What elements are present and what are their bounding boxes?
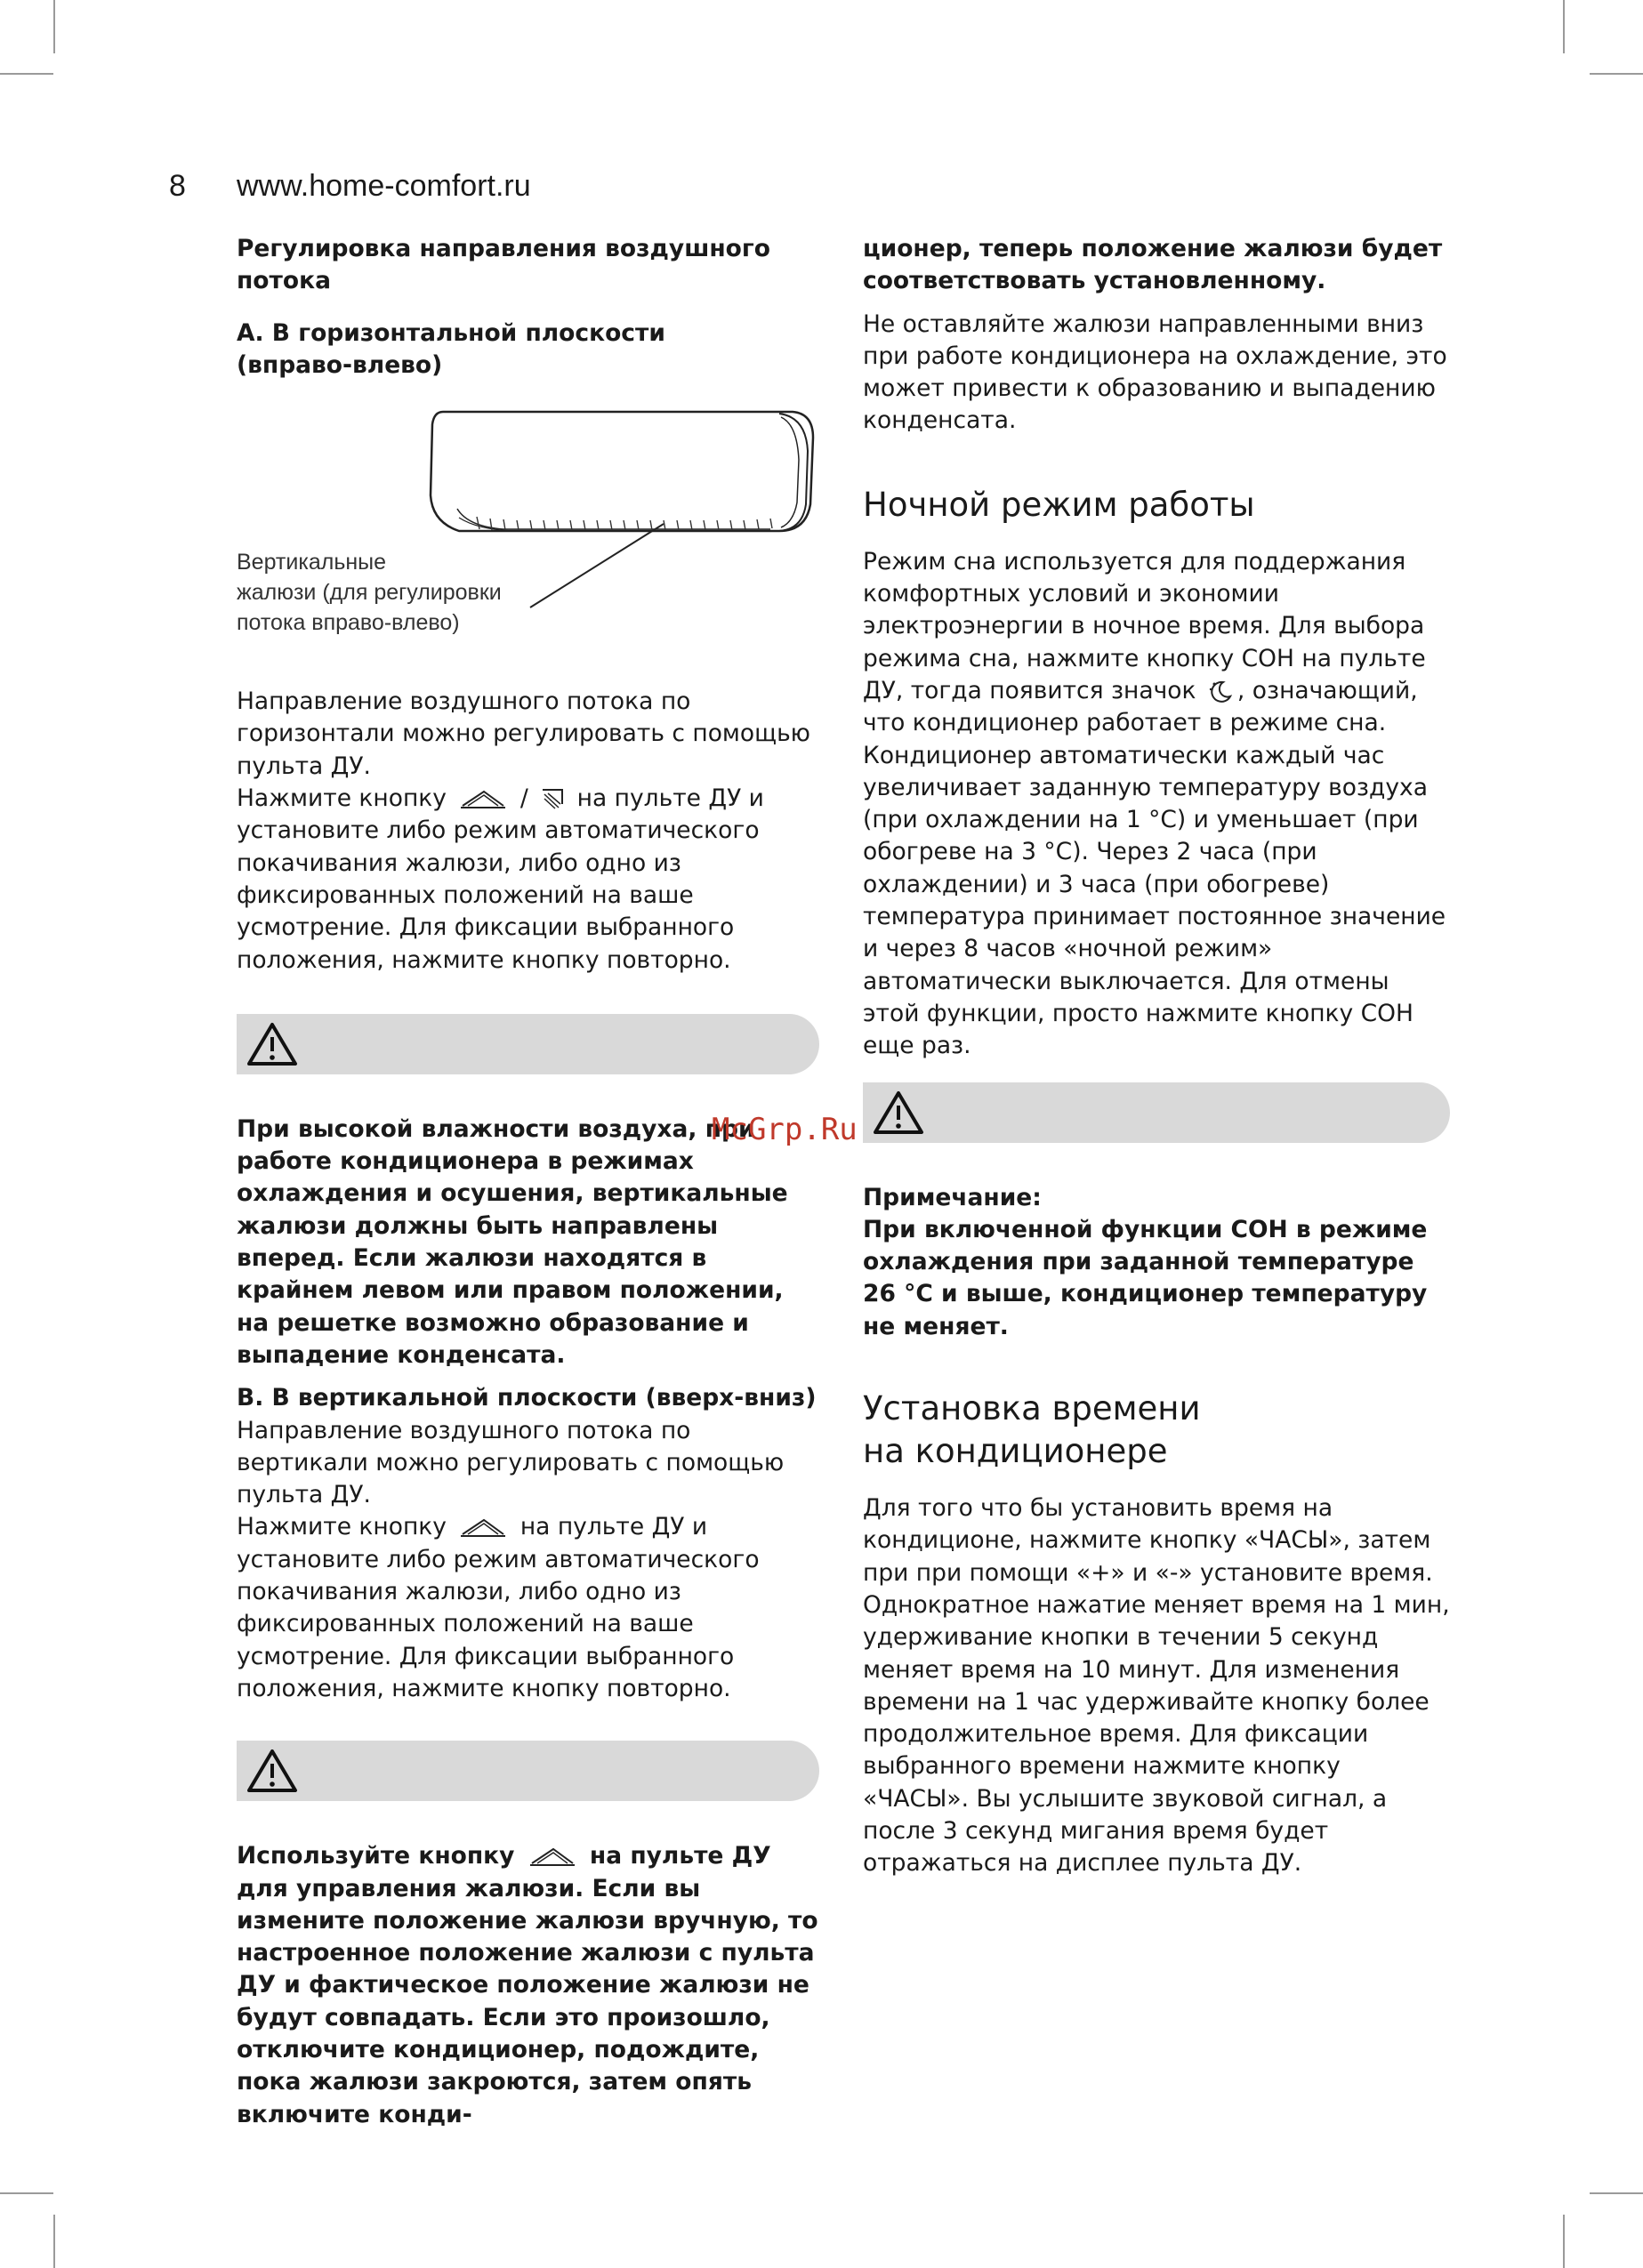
warning-text-continuation: ционер, теперь положение жалюзи будет соответствовать установленному. bbox=[863, 235, 1443, 295]
crop-mark bbox=[1563, 0, 1565, 53]
left-column bbox=[237, 233, 819, 2131]
paragraph-condensate: Не оставляйте жалюзи направленными вниз при работе кондиционера на охлаждение, это может привести к образованию и выпадению конденсата. bbox=[863, 310, 1447, 435]
note-label: Примечание: bbox=[863, 1183, 1042, 1211]
note-text: При включенной функции СОН в режиме охлаждения при заданной температуре 26 °C и выше, кондиционер температуру не меняет. bbox=[863, 1215, 1428, 1340]
crop-mark bbox=[1590, 2192, 1643, 2194]
subheading-vertical: В. В вертикальной плоскости (вверх-вниз) bbox=[237, 1384, 817, 1412]
paragraph-horizontal-intro: Направление воздушного потока по горизонтали можно регулировать с помощью пульта ДУ. bbox=[237, 688, 810, 780]
ac-unit-figure bbox=[237, 398, 819, 691]
right-column bbox=[863, 233, 1450, 1880]
paragraph-night-mode: Режим сна используется для поддержания комфортных условий и экономии электроэнергии в ночное время. Для выбора режима сна, нажмите кнопку СОН на пульте ДУ, тогда появится значок , означающий, что кондиционер работает в режиме сна. Кондиционер автоматически каждый час увеличивает заданную температуру воздуха (при охлаждении на 1 °C) и уменьшает (при обогреве на 3 °C). Через 2 часа (при охлаждении) и 3 часа (при обогреве) температура принимает постоянное значение и через 8 часов «ночной режим» автоматически выключается. Для отмены этой функции, просто нажмите кнопку СОН еще раз. bbox=[863, 547, 1446, 1060]
figure-caption: Вертикальные жалюзи (для регулировки потока вправо-влево) bbox=[237, 550, 502, 636]
warning-banner bbox=[237, 1014, 819, 1074]
section-heading-airflow: Регулировка направления воздушного потока bbox=[237, 235, 770, 295]
page-number: 8 bbox=[169, 169, 186, 203]
paragraph-clock: Для того что бы установить время на кондиционе, нажмите кнопку «ЧАСЫ», затем при при помощи «+» и «-» установите время. Однократное нажатие меняет время на 1 мин, удерживание кнопки в течении 5 секунд меняет время на 10 минут. Для изменения времени на 1 час удерживайте кнопку более продолжительное время. Для фиксации выбранного времени нажмите кнопку «ЧАСЫ». Вы услышите звуковой сигнал, а после 3 секунд мигания время будет отражаться на дисплее пульта ДУ. bbox=[863, 1494, 1450, 1878]
crop-mark bbox=[1563, 2215, 1565, 2268]
warning-triangle-icon bbox=[246, 1748, 299, 1794]
moon-icon bbox=[1207, 679, 1234, 704]
section-title-clock: Установка времени на кондиционере bbox=[863, 1389, 1201, 1471]
paragraph-horizontal-instructions: Нажмите кнопку / на пульте ДУ и установите либо режим автоматического покачивания жалюзи, либо одно из фиксированных положений на ваше усмотрение. Для фиксации выбранного положения, нажмите кнопку повторно. bbox=[237, 784, 764, 974]
warning-triangle-icon bbox=[872, 1090, 925, 1136]
swing-button-icon bbox=[527, 1844, 578, 1869]
crop-mark bbox=[0, 73, 53, 75]
louver-button-icon bbox=[539, 786, 566, 811]
crop-mark bbox=[1590, 73, 1643, 75]
paragraph-vertical-intro: Направление воздушного потока по вертикали можно регулировать с помощью пульта ДУ. bbox=[237, 1416, 785, 1509]
warning-banner bbox=[863, 1082, 1450, 1143]
swing-button-icon bbox=[457, 1515, 509, 1540]
subheading-horizontal: А. В горизонтальной плоскости (вправо-влево) bbox=[237, 318, 665, 379]
warning-triangle-icon bbox=[246, 1021, 299, 1067]
watermark: McGrp.Ru bbox=[712, 1112, 858, 1147]
paragraph-vertical-instructions: Нажмите кнопку на пульте ДУ и установите либо режим автоматического покачивания жалюзи, либо одно из фиксированных положений на ваше усмотрение. Для фиксации выбранного положения, нажмите кнопку повторно. bbox=[237, 1513, 760, 1702]
warning-text-manual-louver: Используйте кнопку на пульте ДУ для управления жалюзи. Если вы измените положение жалюзи вручную, то настроенное положение жалюзи с пульта ДУ и фактическое положение жалюзи не будут совпадать. Если это произошло, отключите кондиционер, подождите, пока жалюзи закроются, затем опять включите конди- bbox=[237, 1842, 818, 2128]
swing-button-icon bbox=[457, 786, 509, 811]
section-title-night-mode: Ночной режим работы bbox=[863, 485, 1255, 524]
crop-mark bbox=[0, 2192, 53, 2194]
warning-text-humidity: При высокой влажности воздуха, при работе кондиционера в режимах охлаждения и осушения, вертикальные жалюзи должны быть направлены вперед. Если жалюзи находятся в крайнем левом или правом положении, на решетке возможно образование и выпадение конденсата. bbox=[237, 1114, 788, 1369]
warning-banner bbox=[237, 1741, 819, 1801]
site-url: www.home-comfort.ru bbox=[237, 169, 531, 203]
crop-mark bbox=[53, 2215, 55, 2268]
air-conditioner-illustration bbox=[237, 398, 824, 691]
crop-mark bbox=[53, 0, 55, 53]
